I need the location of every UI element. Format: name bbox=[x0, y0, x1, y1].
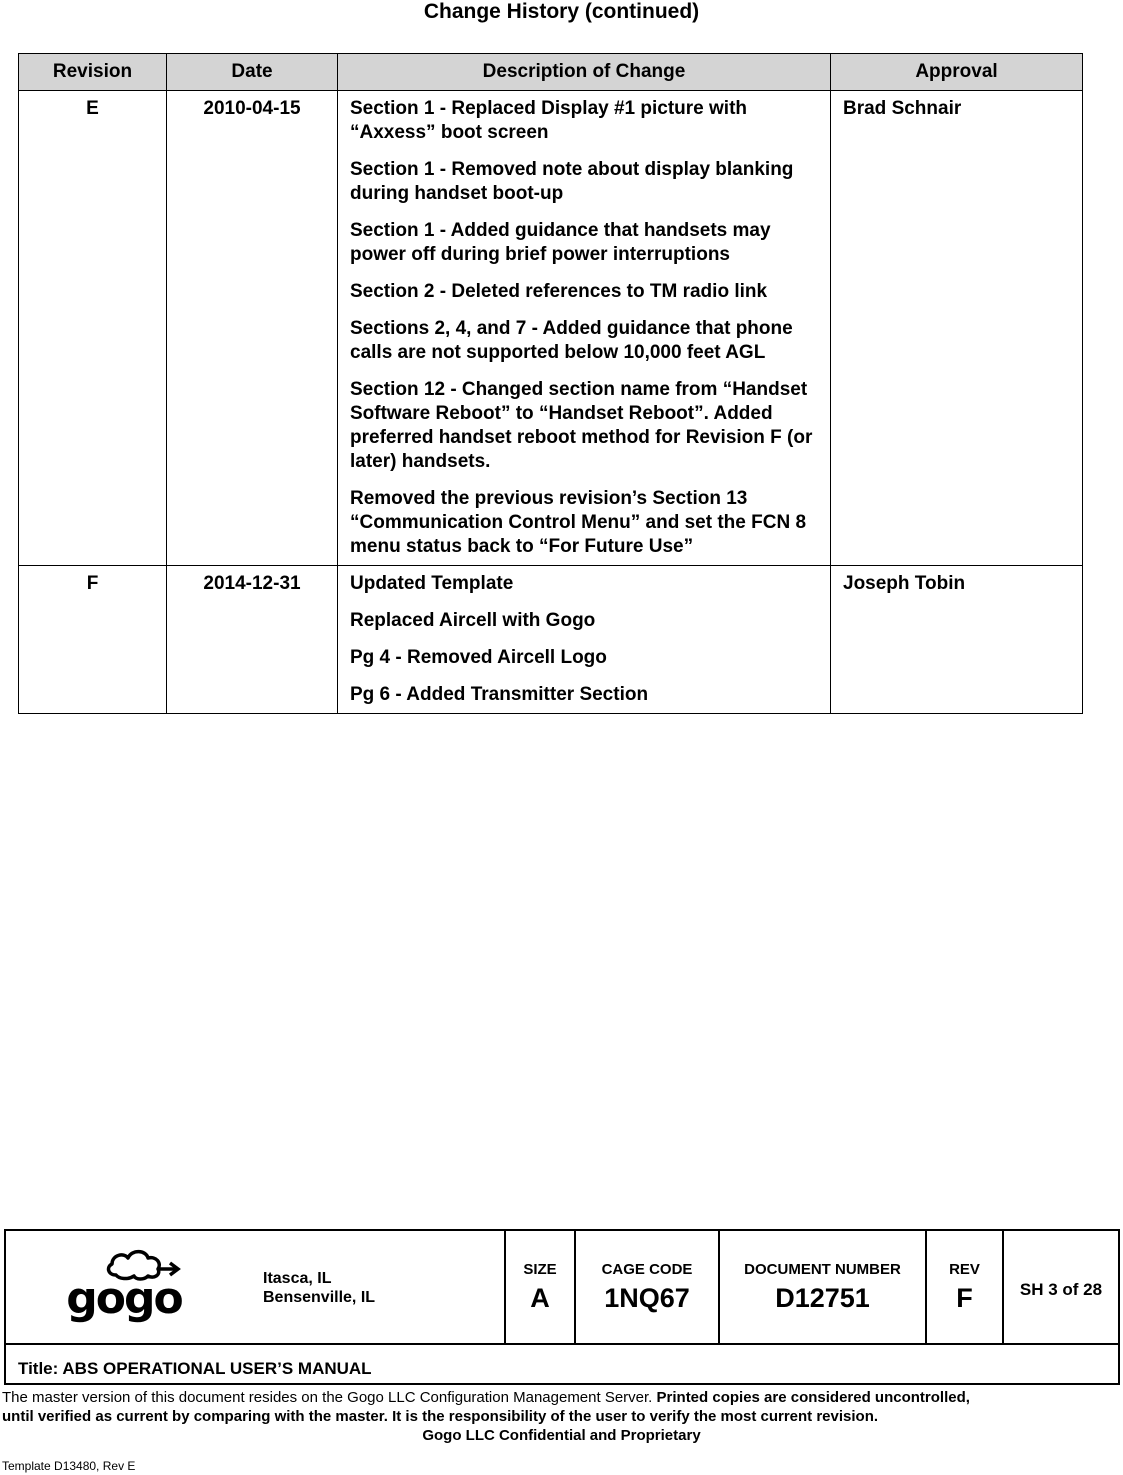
table-row bbox=[19, 91, 1083, 566]
table-header-row bbox=[19, 54, 1083, 91]
document-number-label: DOCUMENT NUMBER bbox=[744, 1261, 901, 1278]
title-block-top-row bbox=[6, 1231, 1118, 1345]
date-cell bbox=[167, 91, 338, 566]
template-id: Template D13480, Rev E bbox=[2, 1459, 136, 1473]
sheet-cell bbox=[1004, 1231, 1118, 1343]
rev-label: REV bbox=[949, 1261, 980, 1278]
date-value: 2014-12-31 bbox=[203, 573, 301, 594]
company-location bbox=[263, 1269, 375, 1307]
footer-line-1 bbox=[0, 1388, 1123, 1407]
footer-confidential: Gogo LLC Confidential and Proprietary bbox=[422, 1427, 701, 1444]
approval-cell bbox=[831, 566, 1083, 714]
change-history-table bbox=[18, 53, 1083, 714]
location-line: Itasca, IL bbox=[263, 1270, 332, 1287]
description-cell bbox=[338, 91, 831, 566]
description-entry: Sections 2, 4, and 7 - Added guidance that phone calls are not supported below 10,000 feet AGL bbox=[350, 318, 793, 363]
revision-cell bbox=[19, 566, 167, 714]
size-label: SIZE bbox=[523, 1261, 557, 1278]
description-entry: Section 1 - Added guidance that handsets may power off during brief power interruptions bbox=[350, 220, 771, 265]
table-row bbox=[19, 566, 1083, 714]
header-revision: Revision bbox=[19, 54, 167, 91]
approval-value: Brad Schnair bbox=[843, 98, 962, 119]
description-entry: Removed the previous revision’s Section 13 “Communication Control Menu” and set the FCN 8 menu status back to “For Future Use” bbox=[350, 488, 807, 557]
gogo-logo-text: gogo bbox=[66, 1273, 182, 1324]
location-line: Bensenville, IL bbox=[263, 1289, 376, 1306]
description-entry: Pg 4 - Removed Aircell Logo bbox=[350, 647, 607, 668]
approval-value: Joseph Tobin bbox=[843, 573, 966, 594]
date-cell bbox=[167, 566, 338, 714]
description-entry: Pg 6 - Added Transmitter Section bbox=[350, 684, 649, 705]
footer-notice bbox=[0, 1388, 1123, 1445]
description-entry: Updated Template bbox=[350, 573, 514, 594]
header-approval: Approval bbox=[831, 54, 1083, 91]
title-block bbox=[4, 1229, 1120, 1385]
document-number-cell bbox=[720, 1231, 927, 1343]
description-entry: Section 2 - Deleted references to TM radio link bbox=[350, 281, 768, 302]
footer-line-1-normal: The master version of this document resides on the Gogo LLC Configuration Management Server. bbox=[2, 1389, 657, 1406]
company-cell bbox=[6, 1231, 506, 1343]
rev-cell bbox=[927, 1231, 1004, 1343]
sheet-number: SH 3 of 28 bbox=[1019, 1280, 1103, 1299]
size-cell bbox=[506, 1231, 576, 1343]
approval-cell bbox=[831, 91, 1083, 566]
revision-cell bbox=[19, 91, 167, 566]
description-entry: Replaced Aircell with Gogo bbox=[350, 610, 596, 631]
revision-value: F bbox=[86, 573, 99, 594]
gogo-logo-icon bbox=[64, 1245, 184, 1331]
description-entry: Section 12 - Changed section name from “Handset Software Reboot” to “Handset Reboot”. Added preferred handset reboot method for Revision F (or later) handsets. bbox=[350, 379, 813, 472]
description-entry: Section 1 - Replaced Display #1 picture with “Axxess” boot screen bbox=[350, 98, 748, 143]
date-value: 2010-04-15 bbox=[203, 98, 301, 119]
document-title: Title: ABS OPERATIONAL USER’S MANUAL bbox=[18, 1359, 372, 1378]
header-date: Date bbox=[167, 54, 338, 91]
description-cell bbox=[338, 566, 831, 714]
header-description: Description of Change bbox=[338, 54, 831, 91]
rev-value: F bbox=[956, 1283, 973, 1313]
footer-line-2: until verified as current by comparing with the master. It is the responsibility of the user to verify the most current revision. bbox=[2, 1408, 879, 1425]
footer-line-1-bold: Printed copies are considered uncontrolled, bbox=[656, 1389, 970, 1406]
cage-code-value: 1NQ67 bbox=[604, 1283, 690, 1313]
cage-code-cell bbox=[576, 1231, 720, 1343]
document-number-value: D12751 bbox=[775, 1283, 870, 1313]
revision-value: E bbox=[86, 98, 99, 119]
size-value: A bbox=[530, 1283, 550, 1313]
cage-code-label: CAGE CODE bbox=[601, 1261, 693, 1278]
description-entry: Section 1 - Removed note about display blanking during handset boot-up bbox=[350, 159, 794, 204]
page-title: Change History (continued) bbox=[423, 0, 700, 23]
